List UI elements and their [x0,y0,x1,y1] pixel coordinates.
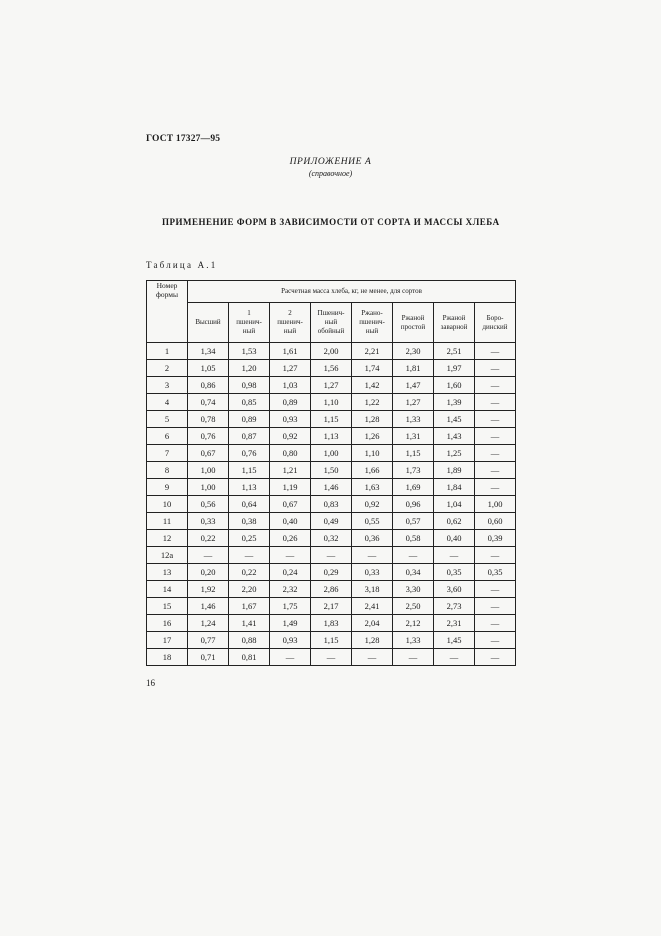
mass-cell: — [475,547,516,564]
mass-table [146,280,516,666]
table-body [147,343,516,666]
mass-cell: 0,40 [434,530,475,547]
mass-cell: 1,63 [352,479,393,496]
column-header-line: динский [482,322,508,331]
mass-cell: 0,38 [229,513,270,530]
mass-cell: 0,89 [270,394,311,411]
mass-cell: 0,89 [229,411,270,428]
mass-cell: 1,49 [270,615,311,632]
mass-cell: — [434,649,475,666]
mass-cell: 0,86 [188,377,229,394]
column-header-line: ный [365,326,379,335]
table-row [147,377,516,394]
column-header-line: Высший [195,318,221,327]
mass-cell: 1,66 [352,462,393,479]
mass-cell: 1,21 [270,462,311,479]
mass-cell: 2,21 [352,343,393,360]
mass-cell: 1,00 [188,462,229,479]
table-row [147,547,516,564]
mass-cell: — [393,547,434,564]
mass-cell: 1,28 [352,411,393,428]
mass-cell: — [475,445,516,462]
mass-cell: 0,29 [311,564,352,581]
table-row [147,581,516,598]
mass-cell: 1,27 [393,394,434,411]
form-number-cell: 17 [147,632,188,649]
mass-cell: 0,96 [393,496,434,513]
table-row [147,479,516,496]
section-title: ПРИМЕНЕНИЕ ФОРМ В ЗАВИСИМОСТИ ОТ СОРТА И МАССЫ ХЛЕБА [162,217,500,227]
mass-cell: 1,04 [434,496,475,513]
mass-cell: 2,12 [393,615,434,632]
mass-cell: — [475,615,516,632]
mass-cell: 1,92 [188,581,229,598]
form-number-cell: 12а [147,547,188,564]
mass-cell: 2,32 [270,581,311,598]
mass-cell: 2,04 [352,615,393,632]
mass-cell: — [434,547,475,564]
mass-cell: 0,98 [229,377,270,394]
mass-cell: 2,73 [434,598,475,615]
column-header-line: Ржаной [401,313,425,322]
mass-cell: 1,97 [434,360,475,377]
mass-cell: — [475,428,516,445]
column-header [434,303,475,343]
mass-cell: 0,64 [229,496,270,513]
mass-cell: 0,32 [311,530,352,547]
column-header-line: Боро- [486,313,504,322]
mass-cell: 0,57 [393,513,434,530]
mass-cell: 2,86 [311,581,352,598]
mass-cell: 1,60 [434,377,475,394]
mass-cell: 2,41 [352,598,393,615]
mass-cell: — [229,547,270,564]
mass-cell: 3,60 [434,581,475,598]
column-header [229,303,270,343]
mass-cell: 0,62 [434,513,475,530]
form-number-cell: 14 [147,581,188,598]
mass-cell: 0,77 [188,632,229,649]
form-number-cell: 7 [147,445,188,462]
form-number-cell: 10 [147,496,188,513]
corner-header-line: формы [155,290,179,300]
mass-cell: 3,30 [393,581,434,598]
form-number-cell: 4 [147,394,188,411]
mass-cell: 0,92 [270,428,311,445]
column-header-line: ный [242,326,256,335]
table-row [147,428,516,445]
column-header [270,303,311,343]
mass-cell: 2,30 [393,343,434,360]
mass-cell: 1,84 [434,479,475,496]
mass-cell: — [270,649,311,666]
form-number-cell: 6 [147,428,188,445]
table-row [147,649,516,666]
mass-cell: 0,24 [270,564,311,581]
table-row [147,564,516,581]
mass-cell: — [475,581,516,598]
form-number-cell: 11 [147,513,188,530]
column-header [311,303,352,343]
form-number-cell: 1 [147,343,188,360]
mass-cell: 0,22 [229,564,270,581]
form-number-cell: 13 [147,564,188,581]
mass-cell: — [270,547,311,564]
mass-cell: 1,50 [311,462,352,479]
mass-cell: 1,67 [229,598,270,615]
mass-cell: 1,27 [270,360,311,377]
mass-cell: 0,33 [188,513,229,530]
table-row [147,394,516,411]
mass-cell: — [475,479,516,496]
column-header-line: пшенич- [236,318,262,327]
column-header-line: Пшенич- [317,309,345,318]
form-number-cell: 16 [147,615,188,632]
mass-cell: 1,10 [352,445,393,462]
mass-cell: 1,25 [434,445,475,462]
form-number-cell: 3 [147,377,188,394]
mass-cell: — [475,632,516,649]
mass-cell: 1,75 [270,598,311,615]
mass-cell: 1,33 [393,411,434,428]
mass-cell: 1,73 [393,462,434,479]
mass-cell: 0,34 [393,564,434,581]
mass-cell: — [475,394,516,411]
table-row [147,411,516,428]
mass-cell: 1,45 [434,411,475,428]
mass-cell: 1,46 [311,479,352,496]
mass-cell: 1,19 [270,479,311,496]
mass-cell: 0,92 [352,496,393,513]
mass-cell: 0,93 [270,411,311,428]
form-number-cell: 18 [147,649,188,666]
mass-cell: — [475,411,516,428]
mass-cell: 0,74 [188,394,229,411]
column-header [393,303,434,343]
mass-cell: 1,47 [393,377,434,394]
mass-cell: 1,13 [229,479,270,496]
mass-cell: — [475,649,516,666]
standard-number: ГОСТ 17327—95 [146,134,221,144]
table-row [147,513,516,530]
mass-cell: 0,83 [311,496,352,513]
mass-cell: 0,26 [270,530,311,547]
mass-cell: 1,83 [311,615,352,632]
column-header-line: пшенич- [359,318,385,327]
mass-cell: 1,81 [393,360,434,377]
mass-cell: — [311,649,352,666]
mass-cell: 1,27 [311,377,352,394]
mass-cell: — [393,649,434,666]
appendix-title: ПРИЛОЖЕНИЕ А [289,157,372,167]
mass-cell: 0,85 [229,394,270,411]
mass-cell: 1,26 [352,428,393,445]
form-number-cell: 9 [147,479,188,496]
table-row [147,462,516,479]
mass-cell: 0,22 [188,530,229,547]
mass-cell: 1,46 [188,598,229,615]
mass-cell: 0,20 [188,564,229,581]
mass-cell: 0,93 [270,632,311,649]
page-number: 16 [146,678,155,688]
mass-cell: 0,25 [229,530,270,547]
mass-cell: 1,69 [393,479,434,496]
mass-cell: 1,61 [270,343,311,360]
mass-cell: — [475,462,516,479]
mass-cell: 1,31 [393,428,434,445]
column-header [352,303,393,343]
mass-cell: — [475,343,516,360]
form-number-cell: 5 [147,411,188,428]
mass-cell: 0,80 [270,445,311,462]
mass-cell: 1,15 [311,411,352,428]
mass-cell: 0,35 [475,564,516,581]
corner-header [147,281,188,343]
table-row [147,632,516,649]
mass-cell: — [352,547,393,564]
mass-cell: 1,43 [434,428,475,445]
column-header-row [147,303,516,343]
mass-cell: 0,60 [475,513,516,530]
mass-cell: 0,40 [270,513,311,530]
mass-cell: 1,15 [311,632,352,649]
corner-header-line: Номер [156,281,178,290]
mass-cell: 1,05 [188,360,229,377]
mass-cell: 1,24 [188,615,229,632]
mass-cell: 0,78 [188,411,229,428]
column-header-line: заварной [440,322,468,331]
mass-cell: 2,31 [434,615,475,632]
mass-cell: 0,88 [229,632,270,649]
column-header-line: Ржаной [442,313,466,322]
mass-cell: 1,34 [188,343,229,360]
mass-cell: 1,28 [352,632,393,649]
mass-cell: 0,81 [229,649,270,666]
table-row [147,445,516,462]
column-header [475,303,516,343]
form-number-cell: 2 [147,360,188,377]
mass-cell: 1,42 [352,377,393,394]
mass-cell: — [188,547,229,564]
mass-cell: 1,41 [229,615,270,632]
mass-cell: 1,33 [393,632,434,649]
mass-cell: 0,67 [270,496,311,513]
mass-cell: 0,55 [352,513,393,530]
mass-cell: 0,76 [188,428,229,445]
column-header [188,303,229,343]
table-row [147,343,516,360]
mass-cell: 2,17 [311,598,352,615]
group-header: Расчетная масса хлеба, кг, не менее, для сортов [188,281,516,303]
mass-cell: 1,56 [311,360,352,377]
mass-cell: 0,76 [229,445,270,462]
column-header-line: 2 [288,309,292,318]
mass-cell: 2,50 [393,598,434,615]
mass-cell: 1,89 [434,462,475,479]
table-row [147,530,516,547]
mass-cell: 1,10 [311,394,352,411]
column-header-line: ный [283,326,297,335]
mass-cell: 0,67 [188,445,229,462]
form-number-cell: 15 [147,598,188,615]
mass-cell: 2,51 [434,343,475,360]
mass-cell: 0,35 [434,564,475,581]
column-header-line: обойный [317,326,345,335]
mass-cell: 0,87 [229,428,270,445]
mass-cell: 2,00 [311,343,352,360]
mass-cell: 3,18 [352,581,393,598]
column-header-line: пшенич- [277,318,303,327]
mass-cell: 1,13 [311,428,352,445]
mass-cell: 1,39 [434,394,475,411]
mass-cell: 1,15 [229,462,270,479]
form-number-cell: 8 [147,462,188,479]
column-header-line: ный [324,318,338,327]
mass-cell: 1,00 [311,445,352,462]
mass-cell: — [352,649,393,666]
mass-cell: 1,15 [393,445,434,462]
table-row [147,598,516,615]
mass-cell: — [311,547,352,564]
mass-cell: 1,22 [352,394,393,411]
mass-cell: 0,39 [475,530,516,547]
mass-cell: 0,36 [352,530,393,547]
table-caption: Таблица А.1 [146,260,218,270]
mass-cell: 0,58 [393,530,434,547]
mass-cell: 0,56 [188,496,229,513]
mass-cell: 1,45 [434,632,475,649]
table-row [147,496,516,513]
mass-cell: 1,74 [352,360,393,377]
mass-cell: 0,71 [188,649,229,666]
mass-cell: — [475,598,516,615]
appendix-subtitle: (справочное) [308,169,353,178]
mass-cell: 1,53 [229,343,270,360]
table-row [147,360,516,377]
mass-cell: 1,20 [229,360,270,377]
mass-cell: — [475,360,516,377]
mass-cell: 1,00 [475,496,516,513]
mass-cell: 1,03 [270,377,311,394]
mass-cell: — [475,377,516,394]
mass-cell: 1,00 [188,479,229,496]
column-header-line: 1 [247,309,251,318]
mass-cell: 2,20 [229,581,270,598]
table-row [147,615,516,632]
column-header-line: Ржано- [361,309,383,318]
mass-cell: 0,49 [311,513,352,530]
column-header-line: простой [400,322,426,331]
form-number-cell: 12 [147,530,188,547]
mass-cell: 0,33 [352,564,393,581]
